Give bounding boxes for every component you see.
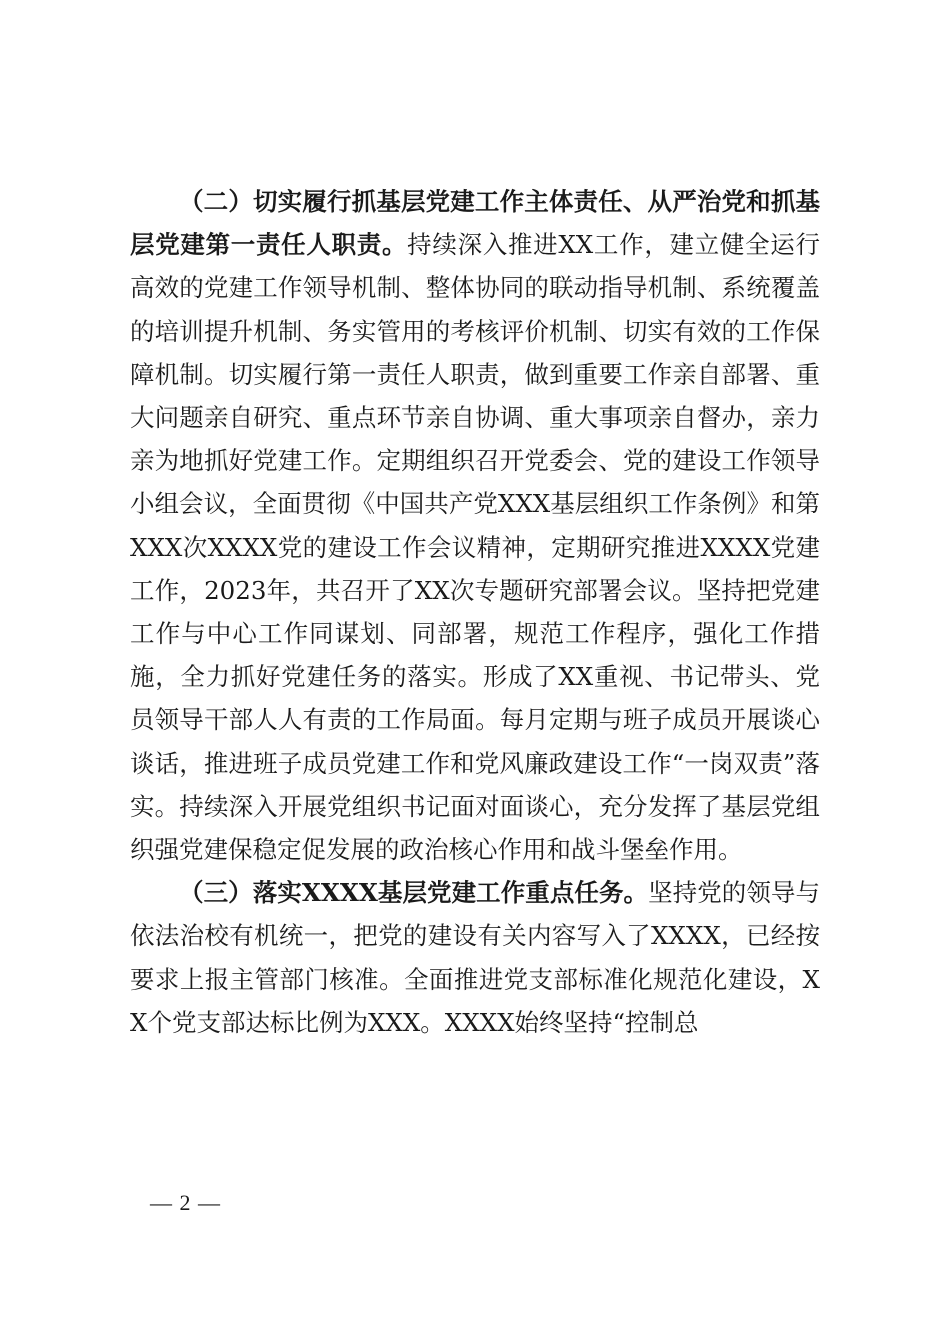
page-number: — 2 —: [150, 1190, 221, 1215]
section-3-text: 坚持党的领导与依法治校有机统一，把党的建设有关内容写入了XXXX，已经按要求上报主管部门核准。全面推进党支部标准化规范化建设，XX个党支部达标比例为XXX。XXXX始终坚持“控制总: [130, 878, 820, 1037]
paragraph-section-2: [130, 180, 820, 871]
paragraph-section-3: [130, 871, 820, 1044]
section-2-text: 持续深入推进XX工作，建立健全运行高效的党建工作领导机制、整体协同的联动指导机制、系统覆盖的培训提升机制、务实管用的考核评价机制、切实有效的工作保障机制。切实履行第一责任人职责，做到重要工作亲自部署、重大问题亲自研究、重点环节亲自协调、重大事项亲自督办，亲力亲为地抓好党建工作。定期组织召开党委会、党的建设工作领导小组会议，全面贯彻《中国共产党XXX基层组织工作条例》和第XXX次XXXX党的建设工作会议精神，定期研究推进XXXX党建工作，2023年，共召开了XX次专题研究部署会议。坚持把党建工作与中心工作同谋划、同部署，规范工作程序，强化工作措施，全力抓好党建任务的落实。形成了XX重视、书记带头、党员领导干部人人有责的工作局面。每月定期与班子成员开展谈心谈话，推进班子成员党建工作和党风廉政建设工作“一岗双责”落实。持续深入开展党组织书记面对面谈心，充分发挥了基层党组织强党建保稳定促发展的政治核心作用和战斗堡垒作用。: [130, 230, 821, 865]
section-2-heading: （二）切实履行抓基层党建工作主体责任、从严治党和抓基层党建第一责任人职责。: [130, 187, 820, 260]
document-body: [130, 180, 820, 1044]
section-3-heading: （三）落实XXXX基层党建工作重点任务。: [179, 878, 649, 908]
